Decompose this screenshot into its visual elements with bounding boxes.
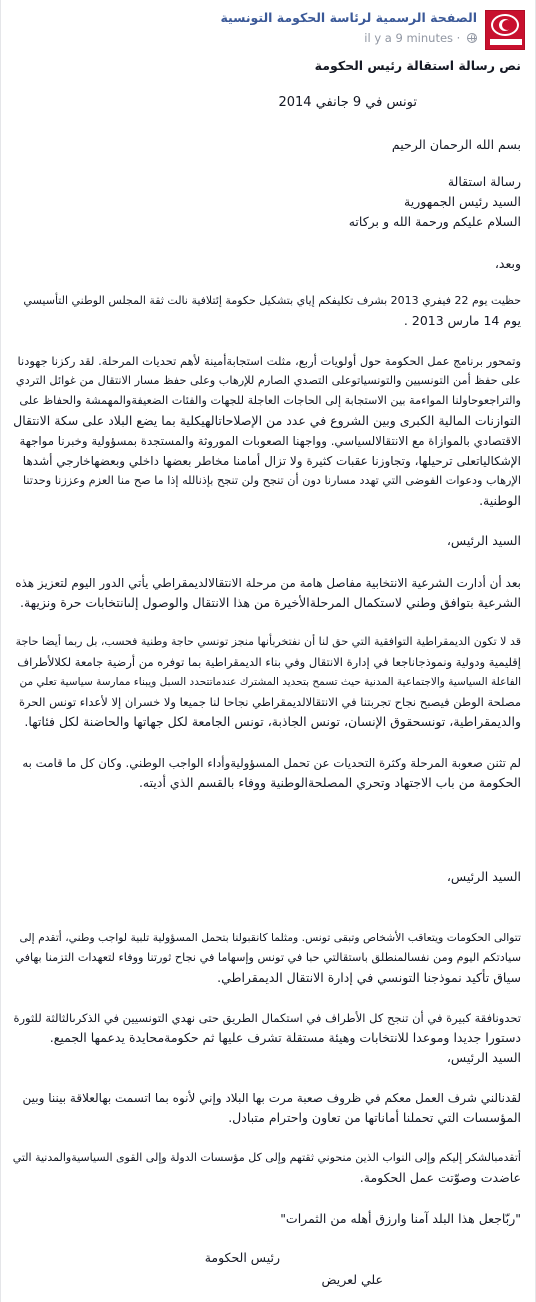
prayer-quote: "ربّاجعل هذا البلد آمنا وارزق أهله من الثمرات" bbox=[280, 1211, 521, 1226]
letter-date: تونس في 9 جانفي 2014 bbox=[278, 95, 417, 110]
post-timestamp[interactable]: il y a 9 minutes bbox=[364, 31, 454, 45]
post-header bbox=[1, 6, 535, 50]
salutation: السيد الرئيس، bbox=[446, 869, 521, 884]
paragraph-6-line: تتوالى الحكومات ويتعاقب الأشخاص وتبقى تونس. ومثلما كانقبولنا بتحمل المسؤولية تلبية لواجب وطني، أتقدم إلى bbox=[19, 931, 521, 944]
signature-name: علي لعريض bbox=[321, 1272, 383, 1287]
paragraph-2-line: على حفظ أمن التونسيين والتونسياتوعلى التصدي الصارم للإرهاب وعلى حفظ مسار الانتقال من غوائل التردي bbox=[15, 374, 521, 387]
paragraph-8-line: المؤسسات التي تحملنا أماناتها من تعاون واحترام متبادل. bbox=[228, 1110, 521, 1125]
paragraph-3-line: الشرعية بتوافق وطني لاستكمال المرحلةالأخيرة من هذا الانتقال والوصول إلىانتخابات حرة ونزيهة. bbox=[19, 595, 521, 610]
paragraph-7-line: تحدونافقة كبيرة في أن تنجح كل الأطراف في استكمال الطريق حتى نهدي التونسيين في الذكرىالثالثة للثورة bbox=[13, 1011, 521, 1025]
globe-icon bbox=[467, 33, 477, 43]
letter-subject: رسالة استقالة bbox=[447, 174, 521, 189]
paragraph-9-line: أتقدمبالشكر إليكم وإلى النواب الذين منحوني ثقتهم وإلى كل مؤسسات الدولة وإلى القوى السياسيةوالمدنية التي bbox=[12, 1151, 521, 1164]
paragraph-4-line: الفاعلة السياسية والاجتماعية المدنية حيث تسمح بتحديد المشترك عندماتتحدد السبل ويبناء ممارسة سياسية تعلي من bbox=[19, 676, 521, 688]
paragraph-2-line: والتراجعوحاولنا المواءمة بين الاستجابة إلى الحاجات العاجلة للجهات والفئات الضعيفةوالمهمشة والحفاظ على bbox=[19, 394, 521, 407]
paragraph-2-line: الاقتصادي بالموازاة مع الانتقالالسياسي. وواجهنا الصعوبات الموروثة والمستجدة بمسؤولية وخبرنا مواجهة bbox=[19, 434, 521, 448]
paragraph-6-line: سيادتكم اليوم ومن نفسالمنطلق باستقالتي حبا في تونس وإسهاما في نجاح ثورتنا ووفاء لتعهدات التزمنا بهافي bbox=[15, 951, 521, 964]
paragraph-8-line: لقدنالني شرف العمل معكم في ظروف صعبة مرت بها البلاد وإني لأنوه بما اتسمت بهالعلاقة بيننا وبين bbox=[22, 1091, 521, 1105]
letter-title: نص رسالة استقالة رئيس الحكومة bbox=[314, 58, 521, 73]
paragraph-5-line: لم تثنن صعوبة المرحلة وكثرة التحديات عن تحمل المسؤوليةوأداء الواجب الوطني. وكان كل ما قامت به bbox=[22, 756, 521, 770]
paragraph-2-line: التوازنات المالية الكبرى وبين الشروع في عدد من الإصلاحاتالهيكلية بما يضع البلاد على سكة الانتقال bbox=[13, 413, 521, 428]
paragraph-6-line: سياق تأكيد نموذجنا التونسي في إدارة الانتقال الديمقراطي. bbox=[217, 970, 521, 985]
paragraph-1-line: يوم 14 مارس 2013 . bbox=[403, 313, 521, 328]
paragraph-4-line: قد لا تكون الديمقراطية التوافقية التي حق لنا أن نفتخربأنها منجز تونسي حاجة وطنية فحسب، بل ربما أيضا حاجة bbox=[15, 635, 521, 648]
paragraph-5-line: الحكومة من باب الاجتهاد وتحري المصلحةالوطنية ووفاء بالقسم الذي أديته. bbox=[138, 775, 521, 790]
basmala: بسم الله الرحمان الرحيم bbox=[391, 137, 521, 152]
salutation: السيد الرئيس، bbox=[446, 1050, 521, 1065]
avatar-band bbox=[490, 39, 522, 45]
paragraph-3-line: بعد أن أدارت الشرعية الانتخابية مفاصل هامة من مرحلة الانتقالالديمقراطي يأتي الدور اليوم لتعزيز هذه bbox=[15, 576, 521, 590]
page-avatar[interactable] bbox=[485, 10, 525, 50]
signature-title: رئيس الحكومة bbox=[204, 1250, 280, 1265]
paragraph-4-line: والديمقراطية، تونسحقوق الإنسان، تونس الجاذبة، تونس الجامعة لكل جهاتها والحاضنة لكل فئاتها. bbox=[24, 714, 521, 729]
paragraph-2-line: الوطنية. bbox=[479, 493, 521, 508]
paragraph-7-line: دستورا جديدا وموعدا للانتخابات وهيئة مستقلة تشرف عليها ثم حكومةمحايدة يدعمها الجميع. bbox=[49, 1030, 521, 1045]
post-meta: il y a 9 minutes · bbox=[364, 31, 477, 45]
letter-opener: وبعد، bbox=[494, 256, 521, 271]
paragraph-4-line: إقليمية ودولية ونموذجاناجعا في إدارة الانتقال وفي بناء الديمقراطية بما توفره من أرضية جامعة لكلالأطراف bbox=[17, 655, 521, 669]
page-name-link[interactable]: الصفحة الرسمية لرئاسة الحكومة التونسية bbox=[220, 10, 477, 25]
paragraph-2-line: الإرهاب ودعوات الفوضى التي تهدد مسارنا دون أن تنجح ولن تنجح بإذنالله إذا ما صح منا العزم وعززنا وحدتنا bbox=[22, 474, 521, 487]
letter-greeting: السلام عليكم ورحمة الله و بركاته bbox=[348, 214, 521, 229]
paragraph-2-line: وتمحور برنامج عمل الحكومة حول أولويات أربع، مثلت استجابةأمينة لأهم تحديات المرحلة. لقد ركزنا جهودنا bbox=[17, 354, 521, 368]
paragraph-1-line: حظيت يوم 22 فيفري 2013 بشرف تكليفكم إياي بتشكيل حكومة إئتلافية نالت ثقة المجلس الوطني التأسيسي bbox=[23, 294, 521, 307]
avatar-crescent-cut bbox=[502, 20, 512, 30]
paragraph-2-line: الإشكالياتعلى ترحيلها، وتجاوزنا عقبات كثيرة ولا تزال أمامنا مخاطر بعضها داخلي وبعضهاخارجي أشدها bbox=[22, 454, 521, 468]
letter-addressee: السيد رئيس الجمهورية bbox=[404, 194, 521, 209]
paragraph-9-line: عاضدت وصوّتت عمل الحكومة. bbox=[359, 1170, 521, 1185]
paragraph-4-line: مصلحة الوطن فيصبح نجاح تجربتنا في الانتقالالديمقراطي نجاحا لنا جميعا ولا خسران إلا لأعداء تونس الحرة bbox=[18, 695, 521, 709]
salutation: السيد الرئيس، bbox=[446, 533, 521, 548]
